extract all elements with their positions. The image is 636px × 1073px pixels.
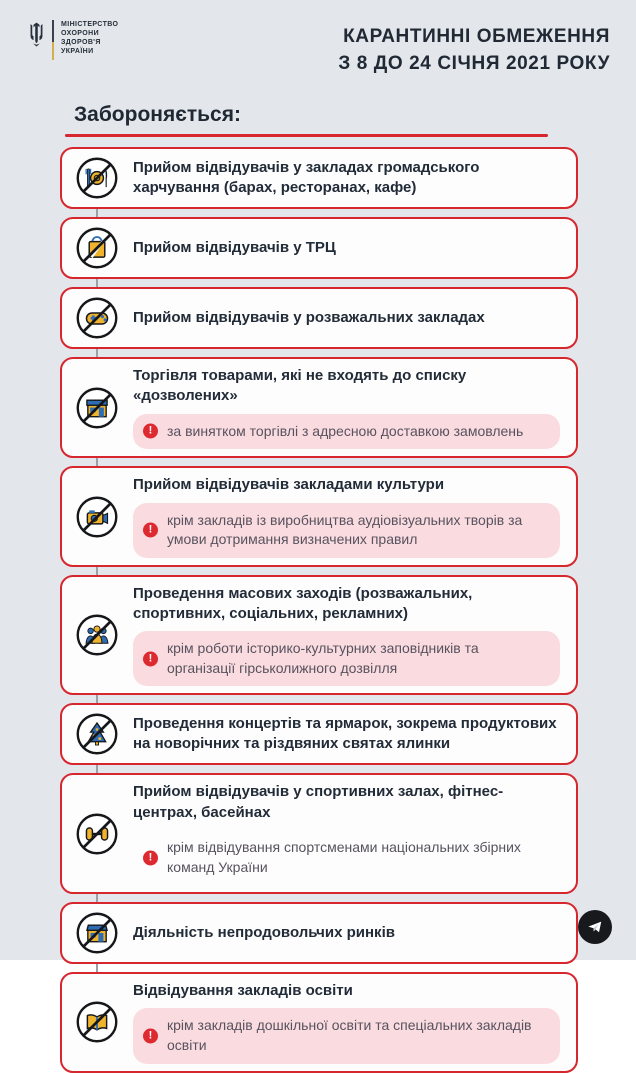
restriction-card [60,703,578,765]
page-title [338,24,610,77]
prohibited-section [0,103,636,137]
restriction-exception [133,1008,560,1063]
restriction-exception [133,414,560,450]
restrictions-list [60,147,578,1072]
no-dumbbell-icon [75,812,119,856]
restriction-exception [133,830,560,885]
logo-line-4: УКРАЇНИ [61,48,94,56]
no-camera-icon [75,495,119,539]
restriction-card [60,902,578,964]
restriction-body [133,923,560,943]
restriction-title: Прийом відвідувачів у спортивних залах, фітнес-центрах, басейнах [133,783,504,821]
logo-text [61,20,118,56]
restriction-body [133,308,560,328]
restriction-card [60,147,578,209]
trident-icon [28,22,45,48]
restriction-title: Проведення концертів та ярмарок, зокрема продуктових на новорічних та різдвяних святах ялинки [133,715,557,753]
no-gamepad-icon [75,296,119,340]
exclamation-icon: ! [143,523,158,538]
telegram-icon[interactable] [578,910,612,944]
restriction-title: Відвідування закладів освіти [133,982,353,1000]
no-shopping-bag-icon [75,226,119,270]
exclamation-icon: ! [143,651,158,666]
logo-line-2: ОХОРОНИ [61,30,100,38]
restriction-title: Проведення масових заходів (розважальних, спортивних, соціальних, рекламних) [133,584,473,622]
restriction-body [133,584,560,687]
restriction-body [133,475,560,557]
exclamation-icon: ! [143,850,158,865]
logo-line-3: ЗДОРОВ'Я [61,39,101,47]
restriction-body [133,981,560,1063]
restriction-title: Прийом відвідувачів у розважальних закладах [133,309,485,327]
restriction-body [133,782,560,885]
section-heading: Забороняється: [74,103,241,127]
exception-text: за винятком торгівлі з адресною доставкою замовлень [167,422,524,439]
restriction-title: Прийом відвідувачів закладами культури [133,476,445,494]
no-market-icon [75,911,119,955]
exception-text: крім відвідування спортсменами національних збірних команд України [167,838,521,875]
restriction-body [133,366,560,449]
header [0,0,636,77]
restriction-title: Прийом відвідувачів у ТРЦ [133,239,336,257]
restriction-body [133,714,560,755]
restriction-card [60,972,578,1072]
no-open-book-icon [75,1000,119,1044]
restriction-card [60,466,578,566]
restriction-body [133,238,560,258]
restriction-card [60,217,578,279]
exception-text: крім закладів із виробництва аудіовізуальних творів за умови дотримання визначених правил [167,511,523,548]
restriction-exception [133,503,560,558]
page-title-line2: З 8 ДО 24 СІЧНЯ 2021 РОКУ [338,52,610,74]
no-crowd-icon [75,613,119,657]
no-christmas-tree-icon [75,712,119,756]
page-title-line1: КАРАНТИННІ ОБМЕЖЕННЯ [343,26,610,47]
exclamation-icon: ! [143,424,158,439]
restriction-card [60,773,578,894]
no-dining-icon [75,156,119,200]
restriction-title: Діяльність непродовольчих ринків [133,923,395,941]
no-storefront-icon [75,386,119,430]
restriction-card [60,287,578,349]
moh-ukraine-logo [28,20,118,60]
logo-line-1: МІНІСТЕРСТВО [61,21,119,28]
exception-text: крім закладів дошкільної освіти та спеціальних закладів освіти [167,1017,532,1053]
restriction-card [60,357,578,458]
exclamation-icon: ! [143,1028,158,1043]
restriction-title: Прийом відвідувачів у закладах громадського харчування (барах, ресторанах, кафе) [133,158,480,197]
restriction-card [60,575,578,696]
logo-divider [52,20,54,60]
heading-underline [65,134,548,137]
exception-text: крім роботи історико-культурних заповідників та організації гірськолижного дозвілля [167,640,479,676]
restriction-exception [133,631,560,686]
restriction-title: Торгівля товарами, які не входять до списку «дозволених» [133,367,467,405]
restriction-body [133,158,560,199]
